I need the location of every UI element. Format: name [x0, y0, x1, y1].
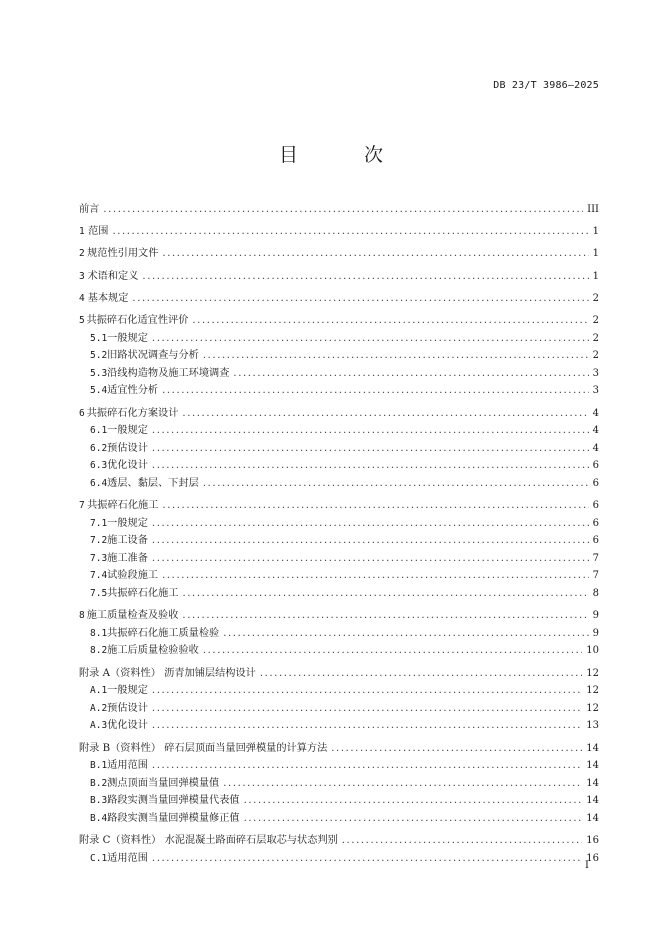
toc-entry-label: 范围 — [88, 226, 109, 238]
toc-entry-label: 一般规定 — [107, 332, 148, 344]
toc-entry-label: 沿线构造物及施工环境调查 — [107, 367, 230, 379]
toc-entry-label: 附录 C（资料性） 水泥混凝土路面碎石层取芯与状态判别 — [79, 835, 338, 847]
toc-entry[interactable] — [79, 849, 599, 867]
toc-entry-label: 适用范围 — [107, 852, 148, 864]
toc-entry[interactable] — [79, 791, 599, 809]
toc-entry[interactable] — [79, 346, 599, 364]
toc-entry[interactable] — [79, 456, 599, 474]
toc-leader-dots — [112, 226, 588, 237]
toc-entry-number: 7 — [79, 500, 85, 512]
toc-entry-page: 6 — [592, 517, 599, 529]
toc-entry-page: 4 — [592, 407, 599, 419]
toc-leader-dots — [152, 760, 582, 771]
toc-leader-dots — [142, 271, 588, 282]
toc-entry[interactable] — [79, 381, 599, 399]
toc-leader-dots — [152, 535, 589, 546]
toc-entry-label: 一般规定 — [107, 425, 148, 437]
toc-entry-page: 14 — [586, 742, 599, 754]
toc-entry[interactable] — [79, 664, 599, 682]
toc-entry[interactable] — [79, 404, 599, 422]
toc-entry-page: 12 — [586, 685, 599, 697]
toc-entry-number: 7.3 — [90, 552, 108, 564]
toc-entry-page: 6 — [592, 535, 599, 547]
toc-entry-page: 6 — [592, 477, 599, 489]
toc-entry-label: 施工质量检查及验收 — [86, 610, 179, 622]
toc-leader-dots — [162, 248, 588, 259]
toc-entry-label: 适用范围 — [107, 760, 148, 772]
toc-entry[interactable] — [79, 421, 599, 439]
toc-leader-dots — [152, 703, 582, 714]
toc-entry-label: 测点顶面当量回弹模量值 — [107, 777, 220, 789]
toc-entry[interactable] — [79, 774, 599, 792]
toc-entry-page: 4 — [592, 442, 599, 454]
toc-entry-label: 预估设计 — [107, 702, 148, 714]
toc-entry[interactable] — [79, 831, 599, 849]
toc-leader-dots — [152, 425, 589, 436]
toc-entry[interactable] — [79, 439, 599, 457]
toc-entry-label: 优化设计 — [107, 720, 148, 732]
toc-entry-label: 旧路状况调查与分析 — [107, 350, 199, 362]
toc-entry-page: 16 — [586, 852, 599, 864]
toc-entry-page: 1 — [592, 248, 599, 260]
toc-entry-number: 7.2 — [90, 535, 108, 547]
toc-entry-page: 1 — [592, 270, 599, 282]
toc-leader-dots — [182, 588, 588, 599]
toc-entry[interactable] — [79, 809, 599, 827]
toc-leader-dots — [203, 478, 589, 489]
toc-entry-page: 7 — [592, 570, 599, 582]
toc-entry-number: 7.5 — [90, 588, 108, 600]
toc-leader-dots — [244, 795, 583, 806]
toc-entry-number: A.1 — [90, 685, 108, 697]
table-of-contents — [79, 200, 599, 866]
toc-entry[interactable] — [79, 739, 599, 757]
toc-entry-number: 4 — [79, 292, 85, 304]
toc-leader-dots — [233, 368, 588, 379]
toc-entry[interactable] — [79, 496, 599, 514]
toc-entry[interactable] — [79, 584, 599, 602]
toc-leader-dots — [223, 778, 582, 789]
toc-entry-label: 基本规定 — [87, 292, 129, 304]
toc-leader-dots — [203, 350, 589, 361]
toc-leader-dots — [152, 553, 589, 564]
toc-entry-number: 5.2 — [90, 350, 108, 362]
toc-entry-number: 8.1 — [90, 627, 108, 639]
toc-entry-label: 附录 B（资料性） 碎石层顶面当量回弹模量的计算方法 — [79, 742, 328, 754]
toc-entry-number: 6 — [79, 407, 85, 419]
toc-leader-dots — [182, 408, 588, 419]
toc-entry-page: 9 — [592, 627, 599, 639]
toc-entry[interactable] — [79, 566, 599, 584]
toc-entry-page: 16 — [586, 835, 599, 847]
toc-entry-label: 共振碎石化施工质量检验 — [107, 627, 220, 639]
toc-entry-page: 9 — [592, 610, 599, 622]
toc-entry-number: C.1 — [90, 852, 108, 864]
toc-entry[interactable] — [79, 699, 599, 717]
toc-leader-dots — [132, 293, 588, 304]
toc-entry-label: 透层、黏层、下封层 — [107, 477, 199, 489]
toc-entry[interactable] — [79, 531, 599, 549]
toc-entry[interactable] — [79, 200, 599, 218]
toc-entry-number: 5.1 — [90, 332, 108, 344]
toc-entry-number: 5.3 — [90, 367, 108, 379]
toc-leader-dots — [342, 835, 582, 846]
toc-entry[interactable] — [79, 681, 599, 699]
toc-entry-page: 2 — [592, 314, 599, 326]
toc-entry-label: 施工后质量检验验收 — [107, 645, 199, 657]
toc-leader-dots — [162, 385, 589, 396]
toc-entry-number: B.2 — [90, 777, 108, 789]
toc-entry[interactable] — [79, 716, 599, 734]
toc-entry-label: 预估设计 — [107, 442, 148, 454]
toc-entry[interactable] — [79, 641, 599, 659]
toc-entry-number: 8.2 — [90, 645, 108, 657]
toc-entry-page: III — [587, 204, 599, 215]
toc-entry-label: 优化设计 — [107, 460, 148, 472]
toc-entry-number: 7.4 — [90, 570, 108, 582]
toc-entry-label: 共振碎石化适宜性评价 — [86, 314, 189, 326]
toc-entry-page: 4 — [592, 425, 599, 437]
toc-entry-label: 一般规定 — [107, 517, 148, 529]
document-code: DB 23/T 3986—2025 — [493, 80, 599, 91]
toc-entry-label: 共振碎石化方案设计 — [86, 407, 179, 419]
toc-entry-label: 施工设备 — [107, 535, 148, 547]
toc-leader-dots — [192, 315, 588, 326]
toc-leader-dots — [162, 570, 589, 581]
toc-leader-dots — [103, 204, 583, 215]
toc-entry-page: 12 — [586, 702, 599, 714]
toc-entry[interactable] — [79, 364, 599, 382]
toc-leader-dots — [223, 628, 588, 639]
toc-entry[interactable] — [79, 267, 599, 285]
toc-entry-page: 6 — [592, 460, 599, 472]
toc-leader-dots — [152, 853, 582, 864]
page-title: 目 次 — [278, 144, 414, 166]
toc-entry-page: 3 — [592, 367, 599, 379]
toc-entry[interactable] — [79, 311, 599, 329]
toc-entry-number: 5.4 — [90, 385, 108, 397]
toc-leader-dots — [152, 443, 589, 454]
toc-entry-page: 14 — [586, 812, 599, 824]
toc-entry[interactable] — [79, 606, 599, 624]
toc-leader-dots — [152, 518, 589, 529]
toc-entry-label: 路段实测当量回弹模量代表值 — [107, 795, 240, 807]
toc-entry-label: 共振碎石化施工 — [87, 500, 159, 512]
toc-entry-label: 共振碎石化施工 — [107, 588, 179, 600]
toc-entry[interactable] — [79, 474, 599, 492]
toc-entry-page: 10 — [586, 645, 599, 657]
toc-entry-page: 3 — [592, 385, 599, 397]
toc-leader-dots — [244, 813, 583, 824]
toc-entry-page: 13 — [586, 720, 599, 732]
toc-leader-dots — [152, 685, 582, 696]
toc-entry-label: 规范性引用文件 — [87, 248, 159, 260]
toc-entry[interactable] — [79, 624, 599, 642]
toc-entry[interactable] — [79, 329, 599, 347]
toc-entry-label: 路段实测当量回弹模量修正值 — [107, 812, 240, 824]
toc-leader-dots — [162, 500, 588, 511]
toc-entry-number: 6.1 — [90, 425, 108, 437]
toc-entry-label: 一般规定 — [107, 685, 148, 697]
toc-entry-number: 6.4 — [90, 477, 108, 489]
toc-entry-number: 7.1 — [90, 517, 108, 529]
toc-entry-page: 6 — [592, 500, 599, 512]
page-number: I — [585, 860, 589, 871]
toc-entry[interactable] — [79, 514, 599, 532]
toc-leader-dots — [152, 720, 582, 731]
toc-entry-page: 14 — [586, 760, 599, 772]
toc-entry-number: B.4 — [90, 812, 108, 824]
toc-entry-number: 3 — [79, 270, 85, 282]
toc-entry-number: 1 — [79, 226, 85, 238]
toc-entry[interactable] — [79, 222, 599, 240]
toc-entry-page: 8 — [592, 588, 599, 600]
toc-entry-number: B.1 — [90, 760, 108, 772]
toc-leader-dots — [182, 610, 588, 621]
toc-entry-label: 施工准备 — [107, 552, 148, 564]
toc-entry-number: 5 — [79, 314, 85, 326]
toc-entry[interactable] — [79, 289, 599, 307]
toc-leader-dots — [331, 743, 582, 754]
toc-entry[interactable] — [79, 756, 599, 774]
toc-entry[interactable] — [79, 549, 599, 567]
toc-leader-dots — [203, 645, 582, 656]
toc-entry-number: B.3 — [90, 795, 108, 807]
toc-entry-number: 2 — [79, 248, 85, 260]
toc-entry-page: 1 — [592, 226, 599, 238]
toc-entry-label: 试验段施工 — [107, 570, 159, 582]
toc-entry-label: 前言 — [79, 204, 100, 215]
toc-entry-number: A.3 — [90, 720, 108, 732]
toc-entry-page: 7 — [592, 552, 599, 564]
toc-entry-label: 适宜性分析 — [107, 385, 159, 397]
toc-leader-dots — [260, 668, 582, 679]
toc-entry-number: 6.3 — [90, 460, 108, 472]
toc-entry-label: 术语和定义 — [87, 270, 139, 282]
toc-entry-page: 2 — [592, 350, 599, 362]
toc-entry-number: A.2 — [90, 702, 108, 714]
toc-leader-dots — [152, 460, 589, 471]
toc-entry-page: 2 — [592, 292, 599, 304]
toc-entry-page: 12 — [586, 667, 599, 679]
toc-entry-number: 8 — [79, 610, 85, 622]
toc-entry-number: 6.2 — [90, 442, 108, 454]
toc-leader-dots — [152, 333, 589, 344]
toc-entry[interactable] — [79, 244, 599, 262]
toc-entry-label: 附录 A（资料性） 沥青加铺层结构设计 — [79, 667, 256, 679]
toc-entry-page: 14 — [586, 795, 599, 807]
toc-entry-page: 2 — [592, 332, 599, 344]
toc-entry-page: 14 — [586, 777, 599, 789]
